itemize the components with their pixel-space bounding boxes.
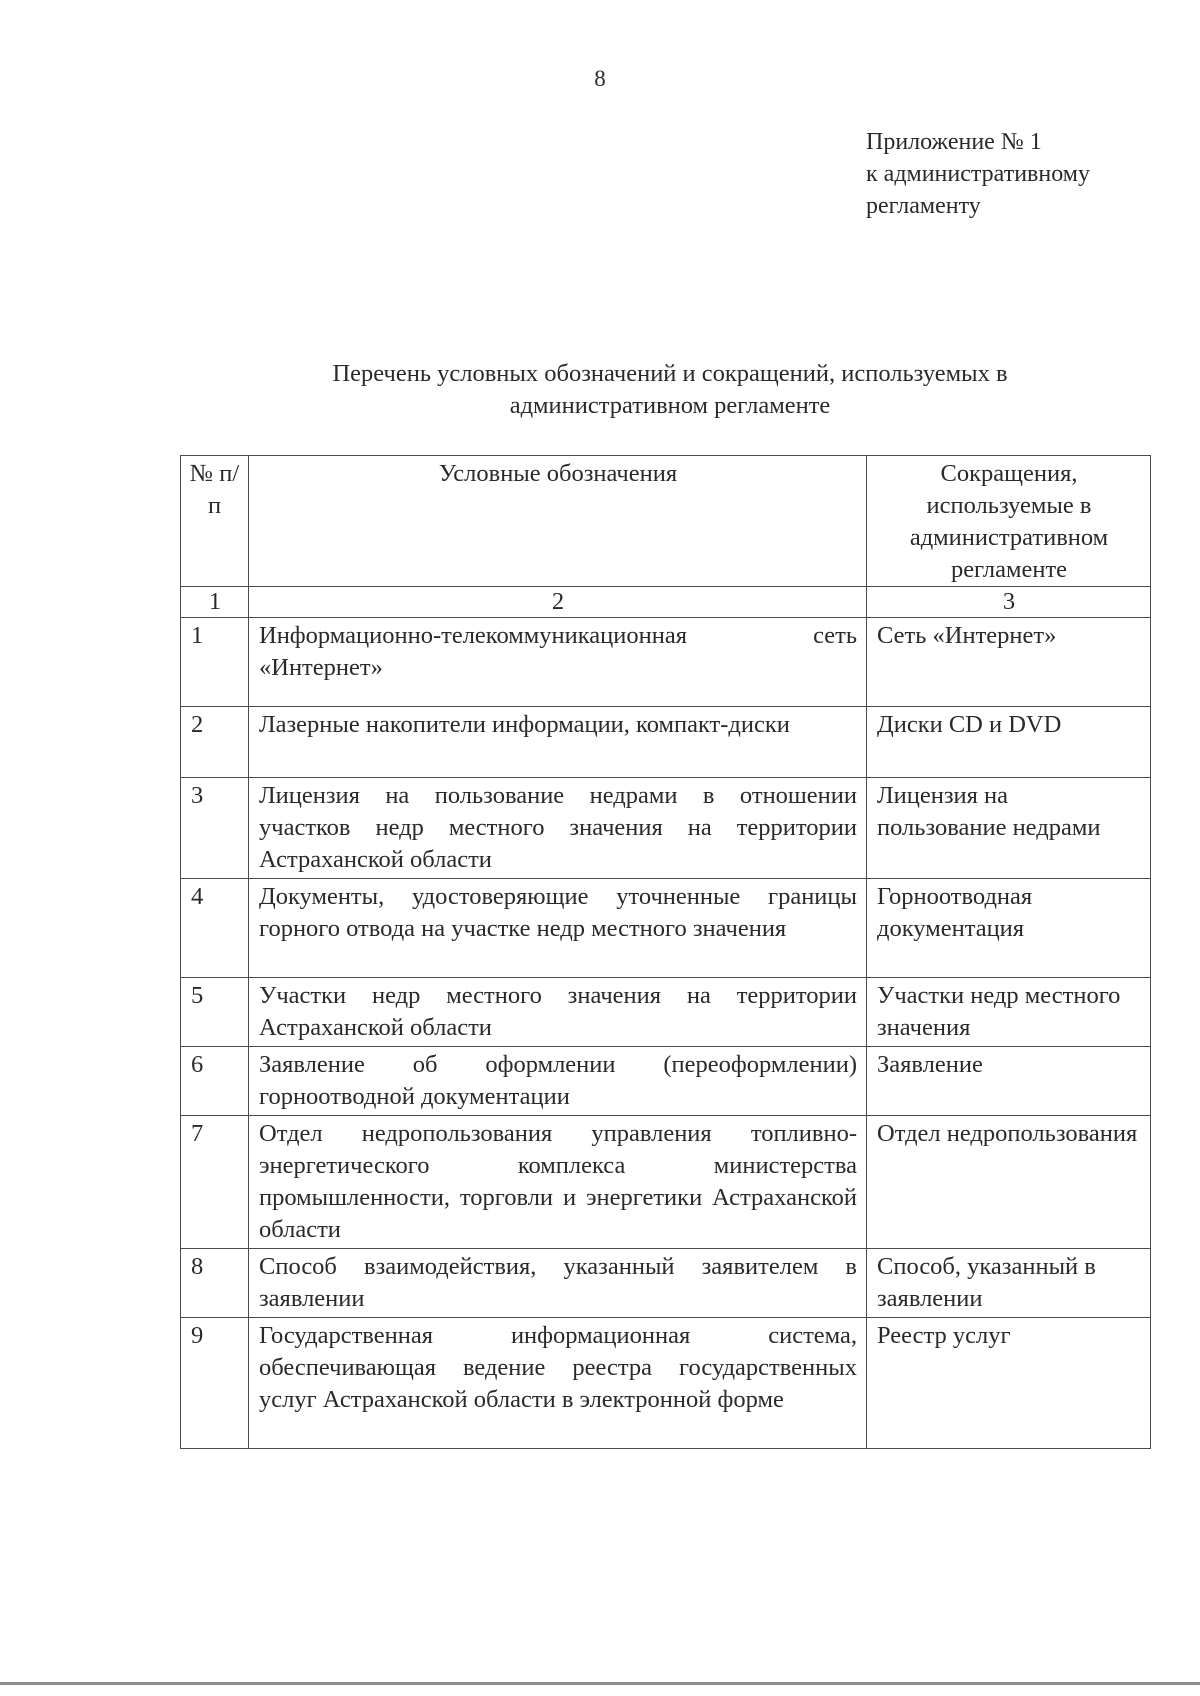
row-term: Лазерные накопители информации, компакт-диски: [249, 707, 867, 778]
appendix-line-2: к административному: [866, 161, 1090, 187]
appendix-header: [866, 126, 1186, 222]
row-number: 8: [181, 1249, 249, 1318]
table-header-row: [181, 456, 1151, 587]
table-row: [181, 1116, 1151, 1249]
appendix-line-3: регламенту: [866, 193, 981, 219]
row-number: 4: [181, 879, 249, 978]
column-index: 1: [181, 587, 249, 618]
row-abbreviation: Диски CD и DVD: [867, 707, 1151, 778]
abbreviations-table: [180, 455, 1151, 1449]
row-number: 3: [181, 778, 249, 879]
column-index: 3: [867, 587, 1151, 618]
row-abbreviation: Сеть «Интернет»: [867, 618, 1151, 707]
table-row: [181, 1318, 1151, 1449]
row-term: Информационно-телекоммуникационная сеть «Интернет»: [249, 618, 867, 707]
row-number: 9: [181, 1318, 249, 1449]
table-row: [181, 1249, 1151, 1318]
header-abbreviation: Сокращения, используемые в административном регламенте: [867, 456, 1151, 587]
row-number: 2: [181, 707, 249, 778]
document-title-line-2: административном регламенте: [509, 392, 831, 419]
row-number: 5: [181, 978, 249, 1047]
page-number: 8: [594, 66, 606, 91]
row-term: Государственная информационная система, обеспечивающая ведение реестра государственных услуг Астраханской области в электронной форме: [249, 1318, 867, 1449]
table-row: [181, 778, 1151, 879]
appendix-line-1: Приложение № 1: [866, 129, 1042, 155]
page-bottom-edge: [0, 1682, 1200, 1685]
table-row: [181, 978, 1151, 1047]
row-abbreviation: Лицензия на пользование недрами: [867, 778, 1151, 879]
row-number: 7: [181, 1116, 249, 1249]
document-title: [170, 358, 1170, 422]
document-title-line-1: Перечень условных обозначений и сокращений, используемых в: [332, 360, 1008, 387]
row-number: 1: [181, 618, 249, 707]
table-row: [181, 1047, 1151, 1116]
header-term: Условные обозначения: [249, 456, 867, 587]
row-number: 6: [181, 1047, 249, 1116]
row-abbreviation: Горноотводная документация: [867, 879, 1151, 978]
header-number: № п/п: [181, 456, 249, 587]
row-abbreviation: Заявление: [867, 1047, 1151, 1116]
row-abbreviation: Реестр услуг: [867, 1318, 1151, 1449]
row-term: Участки недр местного значения на территории Астраханской области: [249, 978, 867, 1047]
column-index: 2: [249, 587, 867, 618]
table-row: [181, 707, 1151, 778]
table-row: [181, 618, 1151, 707]
table-row: [181, 879, 1151, 978]
row-abbreviation: Способ, указанный в заявлении: [867, 1249, 1151, 1318]
row-term: Лицензия на пользование недрами в отношении участков недр местного значения на территории Астраханской области: [249, 778, 867, 879]
row-term: Документы, удостоверяющие уточненные границы горного отвода на участке недр местного значения: [249, 879, 867, 978]
row-abbreviation: Отдел недропользования: [867, 1116, 1151, 1249]
row-term: Отдел недропользования управления топливно-энергетического комплекса министерства промышленности, торговли и энергетики Астраханской области: [249, 1116, 867, 1249]
row-abbreviation: Участки недр местного значения: [867, 978, 1151, 1047]
row-term: Способ взаимодействия, указанный заявителем в заявлении: [249, 1249, 867, 1318]
table-column-index-row: [181, 587, 1151, 618]
row-term: Заявление об оформлении (переоформлении) горноотводной документации: [249, 1047, 867, 1116]
